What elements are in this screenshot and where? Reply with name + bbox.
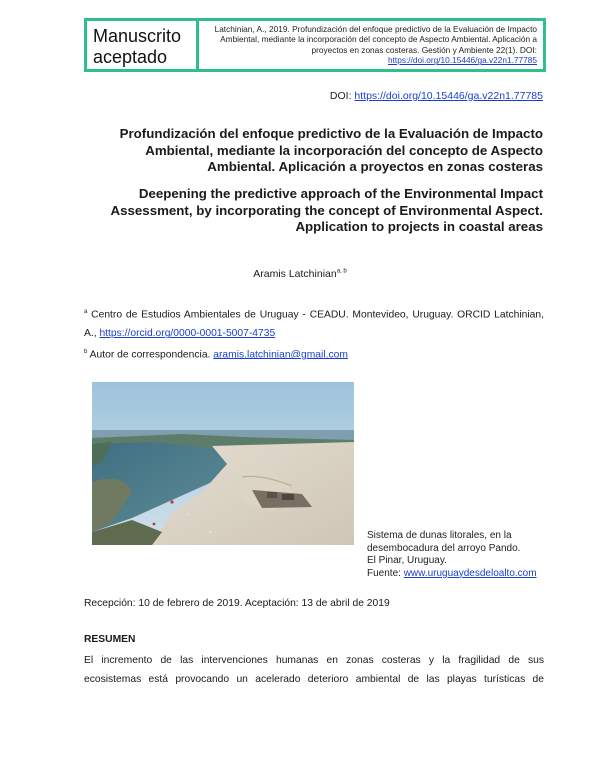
figure-caption: [367, 530, 537, 580]
manuscript-badge: Manuscrito aceptado: [87, 21, 199, 69]
citation-text: Latchinian, A., 2019. Profundización del enfoque predictivo de la Evaluación de Impacto Ambiental, mediante la incorporación del concepto de Aspecto Ambiental. Aplicación a proyectos en zonas costeras. Gestión y Ambiente 22(1). DOI:: [214, 24, 537, 55]
caption-line-2: desembocadura del arroyo Pando.: [367, 542, 521, 554]
caption-source-link[interactable]: www.uruguaydesdeloalto.com: [403, 567, 537, 579]
title-spanish: Profundización del enfoque predictivo de la Evaluación de Impacto Ambiental, mediante la incorporación del concepto de Aspecto Ambiental. Aplicación a proyectos en zonas costeras: [119, 126, 543, 174]
affiliation-a-text: Centro de Estudios Ambientales de Uruguay - CEADU. Montevideo, Uruguay. ORCID Latchinian, A.,: [84, 309, 544, 340]
doi-label: DOI:: [329, 90, 355, 102]
citation-doi-link[interactable]: https://doi.org/10.15446/ga.v22n1.77785: [387, 55, 537, 66]
author-affil-marks: a, b: [336, 268, 347, 275]
coastal-dunes-photo: [92, 382, 354, 545]
resumen-line-1: El incremento de las intervenciones humanas en zonas costeras y la fragilidad de sus: [84, 655, 544, 666]
resumen-line-2: ecosistemas está provocando un acelerado deterioro ambiental de las playas turísticas de: [84, 674, 544, 685]
orcid-link[interactable]: https://orcid.org/0000-0001-5007-4735: [99, 328, 276, 340]
affiliation-b-text: Autor de correspondencia.: [87, 349, 214, 361]
title-english: Deepening the predictive approach of the Environmental Impact Assessment, by incorporating the concept of Environmental Aspect. Application to projects in coastal areas: [110, 186, 543, 234]
email-link[interactable]: aramis.latchinian@gmail.com: [213, 349, 348, 361]
resumen-body: [84, 651, 544, 689]
affiliation-b: [84, 343, 544, 364]
caption-source: [367, 568, 537, 581]
reception-dates: Recepción: 10 de febrero de 2019. Aceptación: 13 de abril de 2019: [84, 598, 390, 609]
affiliation-a: [84, 303, 544, 343]
citation-block: [199, 21, 543, 69]
affiliation-b-mark: b: [84, 349, 88, 355]
caption-line-3: El Pinar, Uruguay.: [367, 555, 447, 567]
manuscript-header: [84, 18, 546, 72]
caption-source-label: Fuente:: [367, 567, 404, 579]
author-line: [0, 268, 600, 280]
doi-line: [330, 90, 543, 102]
author-name: Aramis Latchinian: [253, 268, 337, 280]
caption-line-1: Sistema de dunas litorales, en la: [367, 530, 512, 541]
affiliation-a-mark: a: [84, 309, 88, 315]
resumen-heading: RESUMEN: [84, 634, 136, 645]
doi-link[interactable]: https://doi.org/10.15446/ga.v22n1.77785: [354, 90, 543, 102]
